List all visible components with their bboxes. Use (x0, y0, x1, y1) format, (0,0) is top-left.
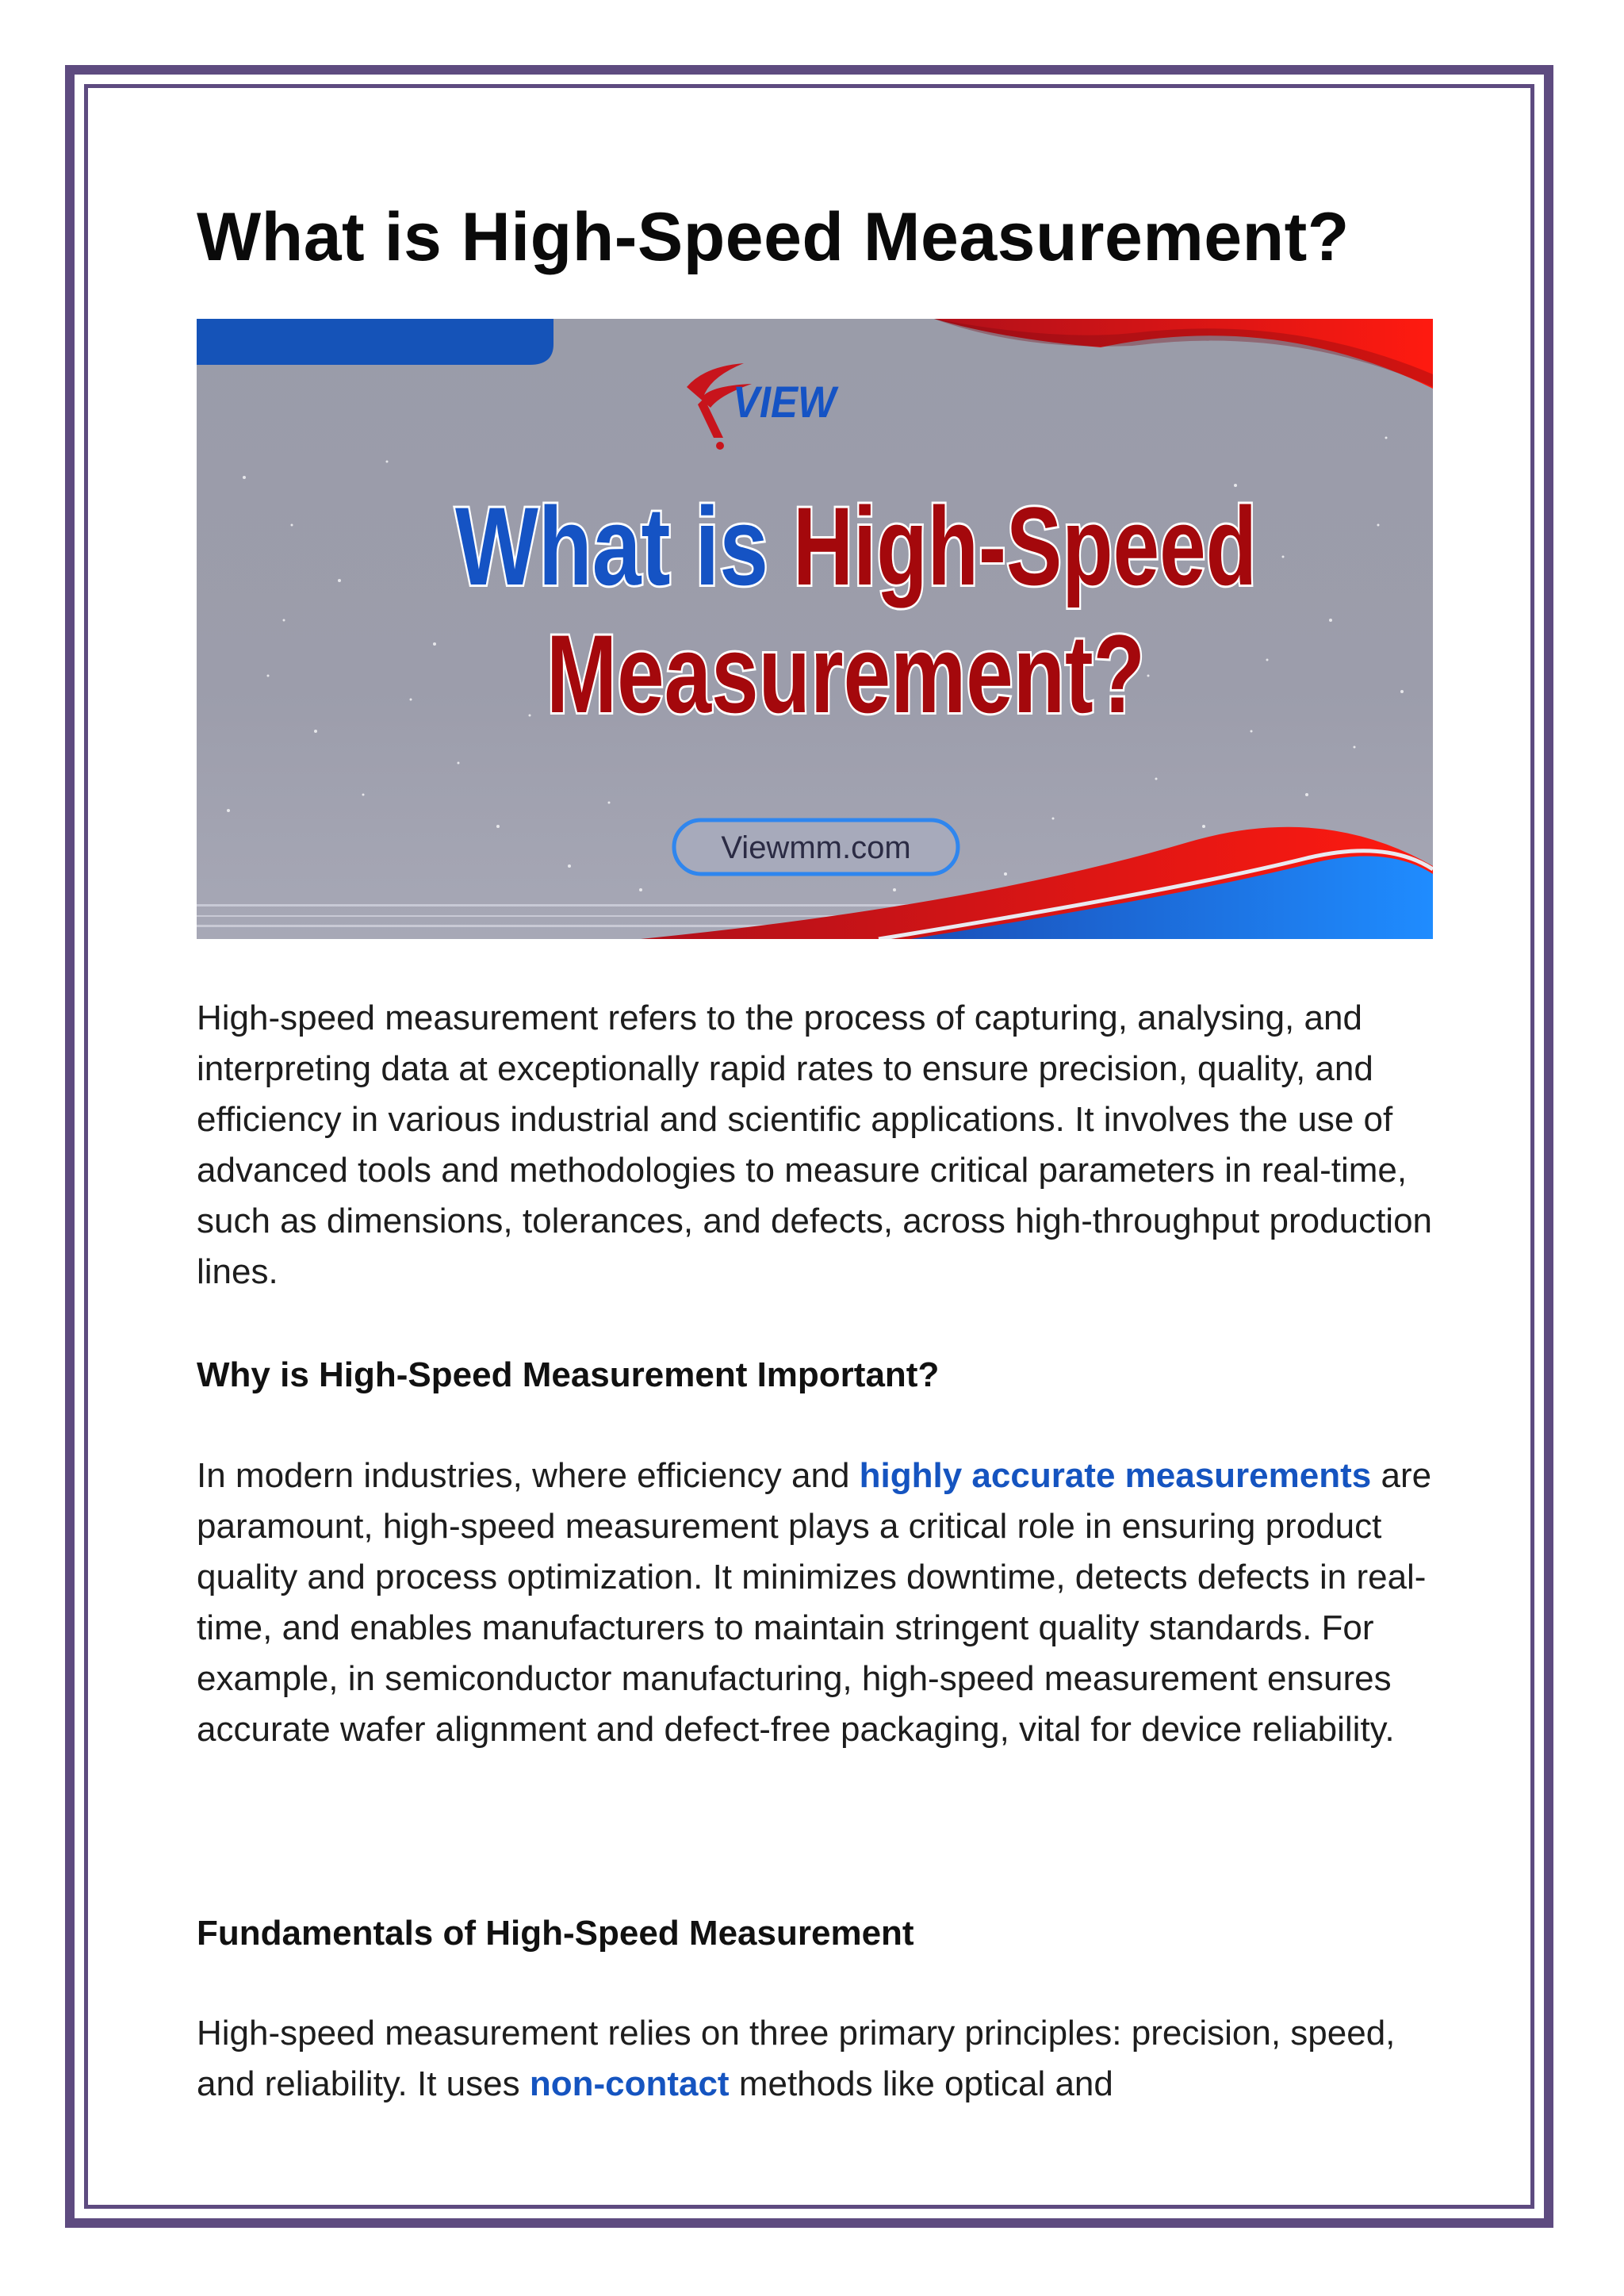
why-paragraph: In modern industries, where efficiency and highly accurate measurements are paramount, high-speed measurement plays a critical role in ensuring product quality and process optimization. It minimizes downtime, detects defects in real-time, and enables manufacturers to maintain stringent quality standards. For example, in semiconductor manufacturing, high-speed measurement ensures accurate wafer alignment and defect-free packaging, vital for device reliability. (197, 1456, 1432, 1749)
intro-paragraph: High-speed measurement refers to the process of capturing, analysing, and interpreting data at exceptionally rapid rates to ensure precision, quality, and efficiency in various industrial and scientific applications. It involves the use of advanced tools and methodologies to measure critical parameters in real-time, such as dimensions, tolerances, and defects, across high-throughput production lines. (197, 999, 1433, 1291)
why-heading: Why is High-Speed Measurement Important? (197, 1355, 940, 1394)
non-contact-link[interactable]: non-contact (529, 2064, 730, 2103)
fundamentals-heading: Fundamentals of High-Speed Measurement (197, 1914, 914, 1953)
fundamentals-paragraph: High-speed measurement relies on three primary principles: precision, speed, and reliability. It uses non-contact methods like optical and (197, 2014, 1396, 2103)
banner-title-part2: High-Speed (793, 484, 1257, 608)
page-title: What is High-Speed Measurement? (197, 199, 1350, 275)
banner-url-text: Viewmm.com (721, 830, 911, 865)
highly-accurate-measurements-link[interactable]: highly accurate measurements (859, 1456, 1372, 1495)
hero-banner-image (197, 319, 1433, 939)
banner-title-line2: Measurement? (546, 611, 1145, 736)
banner-logo-text: VIEW (733, 377, 839, 427)
banner-title-part1: What is (455, 484, 768, 608)
